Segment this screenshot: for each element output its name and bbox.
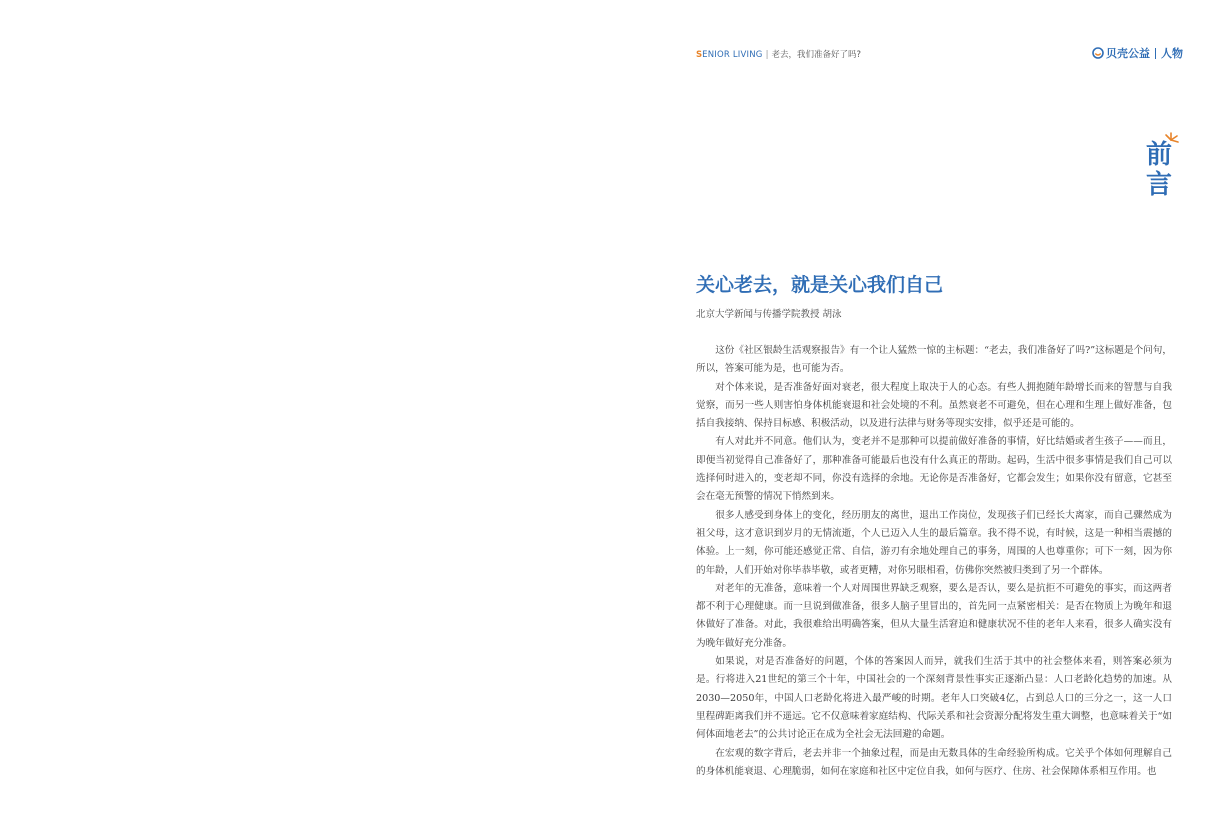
author-name: 胡泳 (822, 309, 842, 320)
partner-logo-beike: 贝壳公益 (1106, 47, 1150, 60)
author-line (696, 306, 842, 320)
brand-name: ENIOR LIVING (702, 50, 763, 60)
logo-divider (1155, 48, 1156, 59)
running-header (696, 48, 861, 60)
body-paragraph: 在宏观的数字背后，老去并非一个抽象过程，而是由无数具体的生命经验所构成。它关乎个体如何理解自己的身体机能衰退、心理脆弱，如何在家庭和社区中定位自我，如何与医疗、住房、社会保障体系相互作用。也 (696, 747, 1172, 777)
body-paragraph: 对老年的无准备，意味着一个人对周围世界缺乏观察，要么是否认，要么是抗拒不可避免的事实，而这两者都不利于心理健康。而一旦说到做准备，很多人脑子里冒出的，首先同一点紧密相关：是否在物质上为晚年和退休做好了准备。对此，我很难给出明确答案，但从大量生活窘迫和健康状况不佳的老年人来看，很多人确实没有为晚年做好充分准备。 (696, 582, 1172, 649)
body-paragraph: 如果说，对是否准备好的问题，个体的答案因人而异，就我们生活于其中的社会整体来看，则答案必须为是。行将进入21世纪的第三个十年，中国社会的一个深刻背景性事实正逐渐凸显：人口老龄化趋势的加速。从2030—2050年，中国人口老龄化将进入最严峻的时期。老年人口突破4亿，占到总人口的三分之一，这一人口里程碑距离我们并不遥远。它不仅意味着家庭结构、代际关系和社会资源分配将发生重大调整，也意味着关于“如何体面地老去”的公共讨论正在成为全社会无法回避的命题。 (696, 656, 1172, 741)
section-heading-preface (1144, 140, 1174, 200)
body-paragraph: 有人对此并不同意。他们认为，变老并不是那种可以提前做好准备的事情，好比结婚或者生孩子——而且，即便当初觉得自己准备好了，那种准备可能最后也没有什么真正的帮助。起码，生活中很多事情是我们自己可以选择何时进入的，变老却不同，你没有选择的余地。无论你是否准备好，它都会发生；如果你没有留意，它甚至会在毫无预警的情况下悄然到来。 (696, 436, 1172, 503)
article-body (696, 342, 1172, 781)
header-subtitle: 老去，我们准备好了吗? (771, 50, 861, 60)
author-affiliation: 北京大学新闻与传播学院教授 (696, 309, 820, 320)
partner-logos (1092, 45, 1183, 61)
header-separator: | (765, 50, 769, 60)
section-heading-char: 前 (1145, 140, 1172, 170)
article-title: 关心老去，就是关心我们自己 (696, 274, 944, 296)
smile-logo-icon (1092, 47, 1104, 59)
brand-first-letter: S (696, 50, 703, 60)
body-paragraph: 很多人感受到身体上的变化，经历朋友的离世，退出工作岗位，发现孩子们已经长大离家，而自己骤然成为祖父母，这才意识到岁月的无情流逝，个人已迈入人生的最后篇章。我不得不说，有时候，这是一种相当震撼的体验。上一刻，你可能还感觉正常、自信，游刃有余地处理自己的事务，周围的人也尊重你；可下一刻，因为你的年龄，人们开始对你毕恭毕敬，或者更糟，对你另眼相看，仿佛你突然被归类到了另一个群体。 (696, 509, 1172, 576)
body-paragraph: 对个体来说，是否准备好面对衰老，很大程度上取决于人的心态。有些人拥抱随年龄增长而来的智慧与自我觉察，而另一些人则害怕身体机能衰退和社会处境的不利。虽然衰老不可避免，但在心理和生理上做好准备，包括自我接纳、保持目标感、积极活动，以及进行法律与财务等现实安排，似乎还是可能的。 (696, 381, 1172, 430)
body-paragraph: 这份《社区银龄生活观察报告》有一个让人猛然一惊的主标题：“老去，我们准备好了吗?”这标题是个问句，所以，答案可能为是，也可能为否。 (696, 345, 1172, 375)
partner-logo-renwu: 人物 (1161, 47, 1183, 60)
section-heading-char: 言 (1145, 170, 1172, 200)
blank-left-page (0, 0, 614, 835)
